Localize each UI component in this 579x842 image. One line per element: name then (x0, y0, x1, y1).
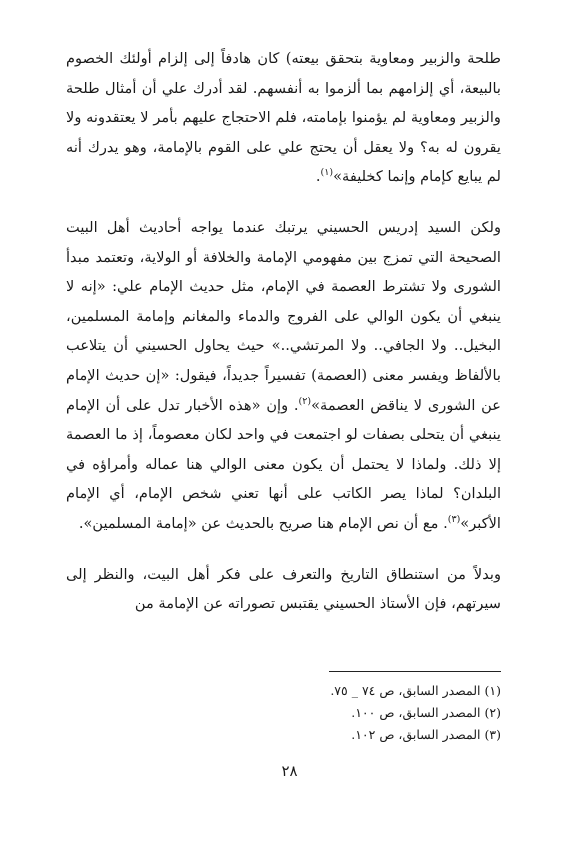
footnotes (141, 680, 501, 746)
paragraph-2-text-a: ولكن السيد إدريس الحسيني يرتبك عندما يواجه أحاديث أهل البيت الصحيحة التي تمزج بين مفهومي الإمامة والخلافة أو الولاية، وتعتمد مبدأ الشورى ولا تشترط العصمة في الإمام، مثل حديث الإمام علي: «إنه لا ينبغي أن يكون الوالي على الفروج والدماء والمغانم وإمامة المسلمين، البخيل.. ولا الجافي.. ولا المرتشي..» حيث يحاول الحسيني أن يتلاعب بالألفاظ ويفسر معنى (العصمة) تفسيراً جديداً، فيقول: «إن حديث الإمام عن الشورى لا يناقض العصمة» (66, 218, 501, 414)
footnote-ref-2[interactable]: (٢) (298, 395, 312, 407)
paragraph-1-text: طلحة والزبير ومعاوية بتحقق بيعته) كان هادفاً إلى إلزام أولئك الخصوم بالبيعة، أي إلزامهم بما ألزموا به أنفسهم. لقد أدرك علي أن أمثال طلحة والزبير ومعاوية لم يؤمنوا بإمامته، فلم الاحتجاج عليهم بأمر لا يعتقدونه ولا يقرون له به؟ ولا يعقل أن يحتج علي على القوم بالإمامة، وهو يدرك أنه لم يبايع كإمام وإنما كخليفة» (66, 50, 501, 186)
paragraph-2-text-b: . وإن «هذه الأخبار تدل على أن الإمام ينبغي أن يتحلى بصفات لو اجتمعت في واحد لكان معصوماً، إذ ما العصمة إلا ذلك. ولماذا لا يحتمل أن يكون معنى الوالي هنا عماله وأمراؤه في البلدان؟ لماذا يصر الكاتب على أنها تعني شخص الإمام، أي الإمام الأكبر» (66, 396, 501, 532)
paragraph-2 (66, 213, 501, 539)
footnote-3: (٣) المصدر السابق، ص ١٠٢. (351, 727, 501, 742)
paragraph-1-end: . (315, 168, 321, 186)
footnote-ref-1[interactable]: (١) (320, 167, 334, 179)
paragraph-2-text-c: . مع أن نص الإمام هنا صريح بالحديث عن «إمامة المسلمين». (78, 514, 448, 532)
paragraph-3-text: وبدلاً من استنطاق التاريخ والتعرف على فكر أهل البيت، والنظر إلى سيرتهم، فإن الأستاذ الحسيني يقتبس تصوراته عن الإمامة من (66, 565, 501, 613)
paragraph-3 (66, 560, 501, 619)
page-body (66, 44, 501, 619)
footnote-separator (329, 671, 501, 672)
footnote-2: (٢) المصدر السابق، ص ١٠٠. (351, 705, 501, 720)
footnote-ref-3[interactable]: (٣) (447, 514, 461, 526)
paragraph-1 (66, 44, 501, 192)
page-number: ٢٨ (281, 762, 298, 780)
footnote-1: (١) المصدر السابق، ص ٧٤ _ ٧٥. (330, 683, 501, 698)
